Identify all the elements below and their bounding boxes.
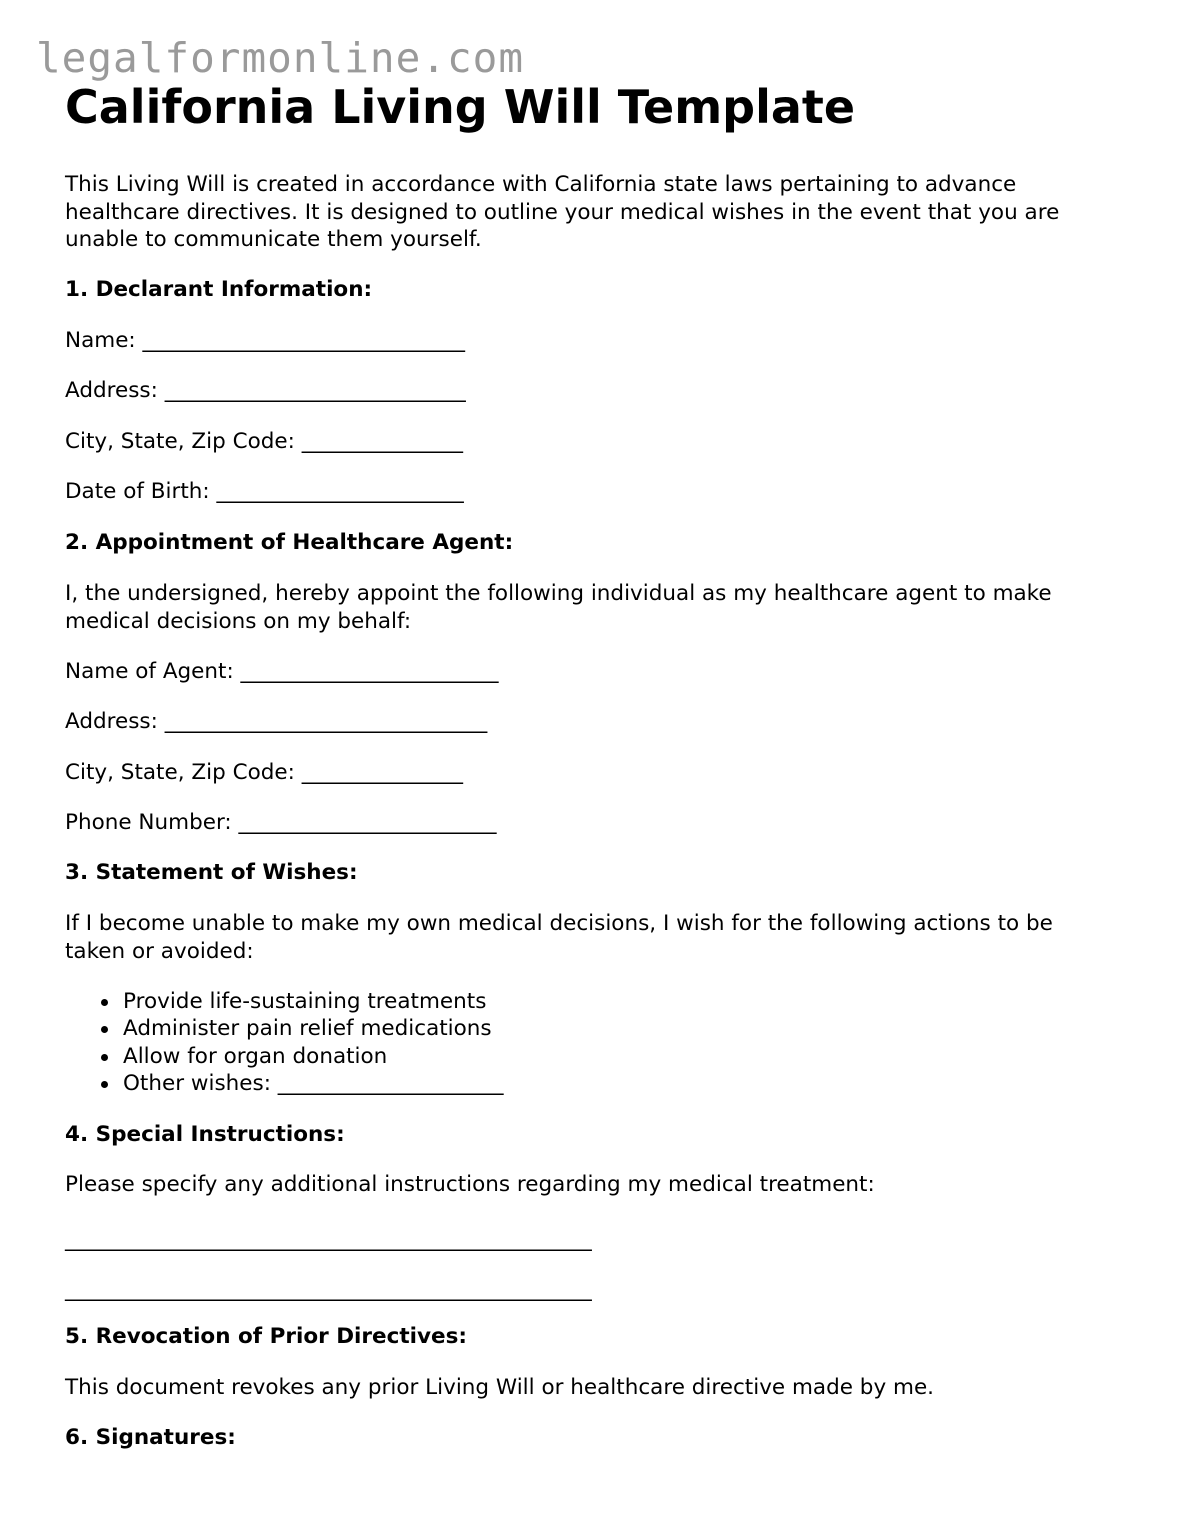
section-2-text: I, the undersigned, hereby appoint the following individual as my healthcare agent to make medical decisions on my behalf:	[65, 581, 1052, 634]
agent-name-field: Name of Agent: ________________________	[65, 659, 499, 684]
instructions-line-1: _________________________________________________	[65, 1227, 592, 1252]
section-1-heading: 1. Declarant Information:	[65, 277, 373, 302]
section-2-heading: 2. Appointment of Healthcare Agent:	[65, 530, 514, 555]
list-item: Allow for organ donation	[123, 1043, 504, 1070]
agent-address-field: Address: ______________________________	[65, 709, 488, 734]
declarant-name-field: Name: ______________________________	[65, 328, 466, 353]
section-4-text: Please specify any additional instructions regarding my medical treatment:	[65, 1172, 875, 1197]
section-3-heading: 3. Statement of Wishes:	[65, 860, 358, 885]
intro-paragraph: This Living Will is created in accordance with California state laws pertaining to advance healthcare directives. It is designed to outline your medical wishes in the event that you are unable to communicate them yourself.	[65, 172, 1060, 252]
agent-phone-field: Phone Number: ________________________	[65, 810, 497, 835]
section-4-heading: 4. Special Instructions:	[65, 1122, 345, 1147]
declarant-city-field: City, State, Zip Code: _______________	[65, 429, 463, 454]
wishes-list	[65, 988, 504, 1097]
declarant-dob-field: Date of Birth: _______________________	[65, 479, 464, 504]
page-title: California Living Will Template	[65, 80, 856, 134]
section-6-heading: 6. Signatures:	[65, 1425, 236, 1450]
section-3-text: If I become unable to make my own medical decisions, I wish for the following actions to be taken or avoided:	[65, 911, 1053, 964]
list-item: Other wishes: _____________________	[123, 1070, 504, 1096]
list-item: Administer pain relief medications	[123, 1015, 504, 1042]
section-5-text: This document revokes any prior Living Will or healthcare directive made by me.	[65, 1375, 935, 1400]
watermark: legalformonline.com	[36, 34, 524, 82]
instructions-line-2: _________________________________________________	[65, 1277, 592, 1302]
section-5-heading: 5. Revocation of Prior Directives:	[65, 1324, 467, 1349]
declarant-address-field: Address: ____________________________	[65, 378, 466, 403]
list-item: Provide life-sustaining treatments	[123, 988, 504, 1015]
agent-city-field: City, State, Zip Code: _______________	[65, 760, 463, 785]
